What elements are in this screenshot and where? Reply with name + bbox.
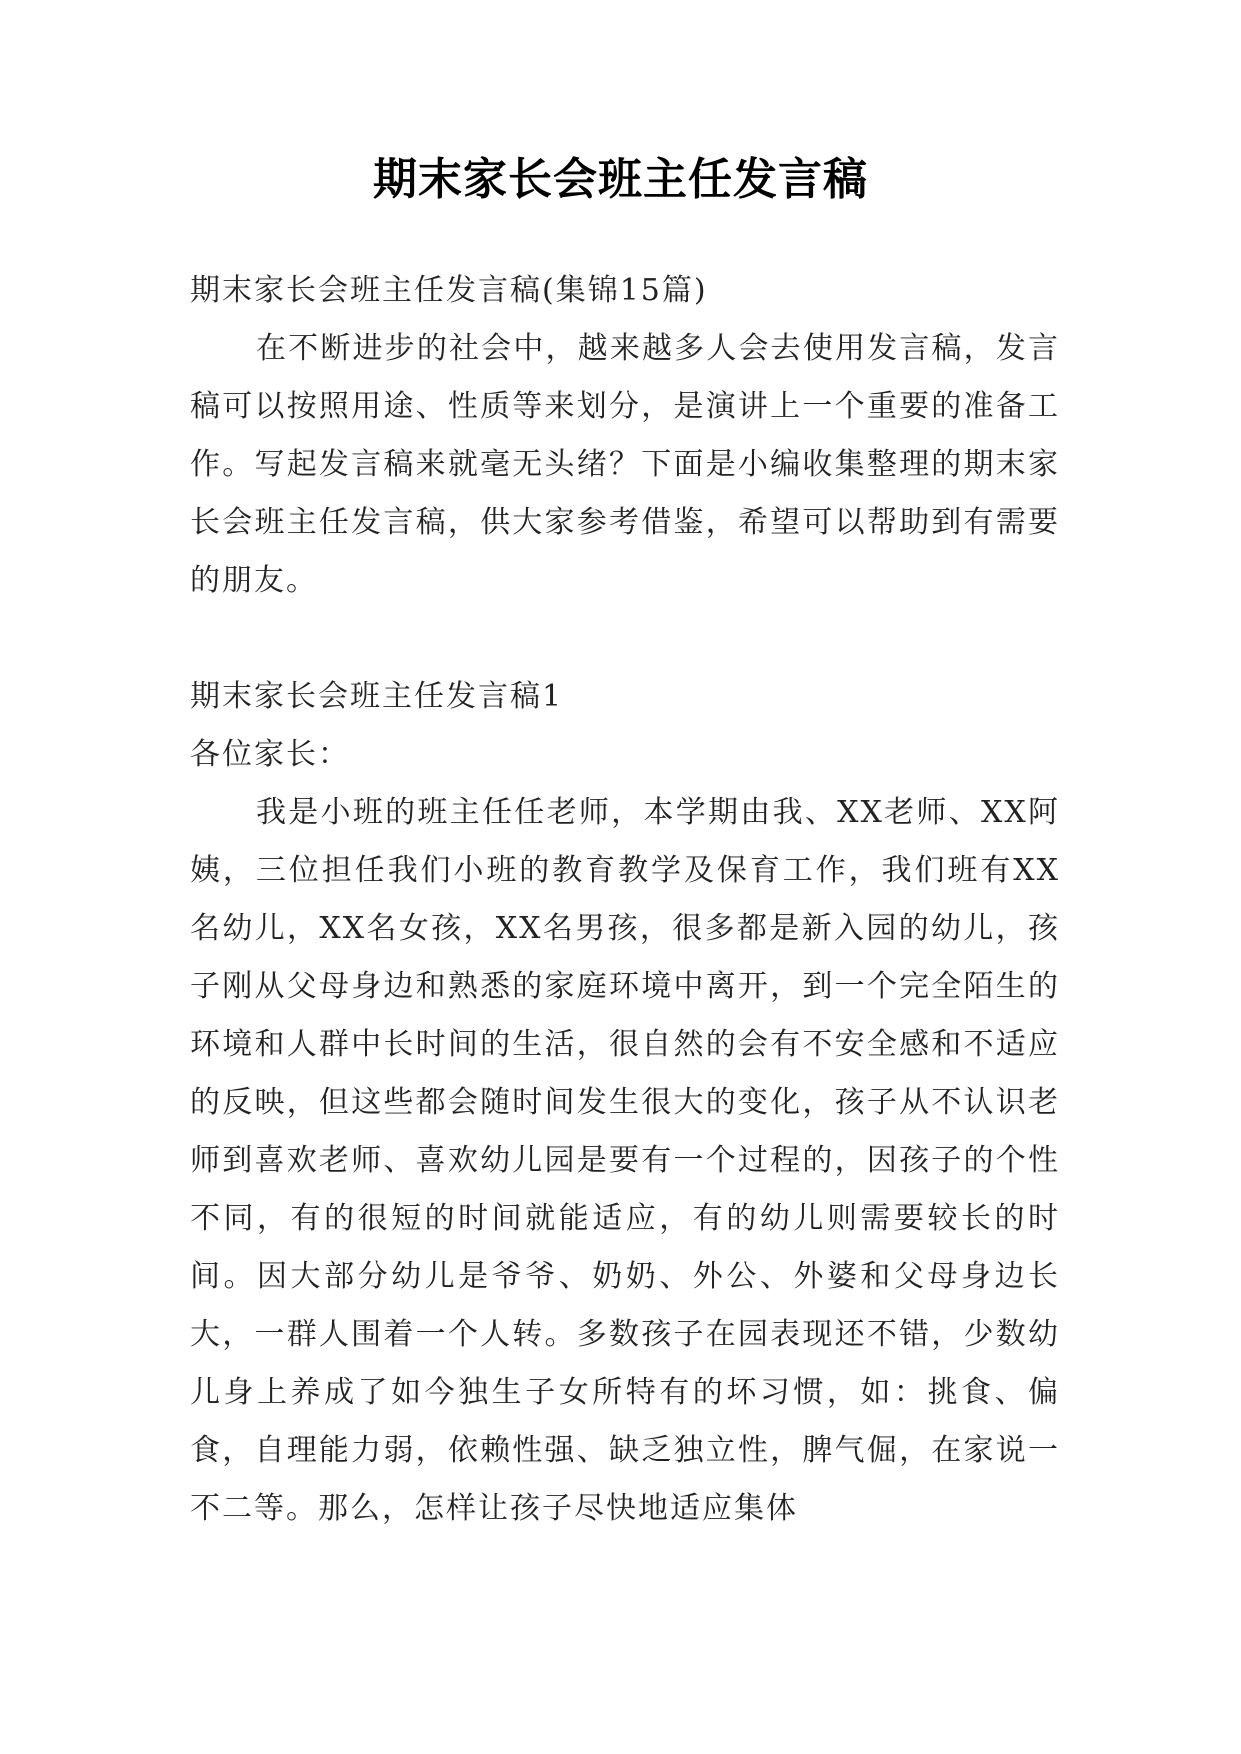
section-heading: 期末家长会班主任发言稿1 — [190, 679, 564, 714]
paragraph-gap — [190, 610, 1060, 668]
salutation: 各位家长： — [190, 737, 350, 772]
document-body — [190, 262, 1060, 1538]
intro-paragraph: 在不断进步的社会中，越来越多人会去使用发言稿，发言稿可以按照用途、性质等来划分，是演讲上一个重要的准备工作。写起发言稿来就毫无头绪？下面是小编收集整理的期末家长会班主任发言稿，供大家参考借鉴，希望可以帮助到有需要的朋友。 — [190, 331, 1060, 598]
document-title: 期末家长会班主任发言稿 — [373, 154, 868, 205]
document-subtitle: 期末家长会班主任发言稿(集锦15篇) — [190, 273, 708, 308]
body-paragraph: 我是小班的班主任任老师，本学期由我、XX老师、XX阿姨，三位担任我们小班的教育教学及保育工作，我们班有XX名幼儿，XX名女孩，XX名男孩，很多都是新入园的幼儿，孩子刚从父母身边和熟悉的家庭环境中离开，到一个完全陌生的环境和人群中长时间的生活，很自然的会有不安全感和不适应的反映，但这些都会随时间发生很大的变化，孩子从不认识老师到喜欢老师、喜欢幼儿园是要有一个过程的，因孩子的个性不同，有的很短的时间就能适应，有的幼儿则需要较长的时间。因大部分幼儿是爷爷、奶奶、外公、外婆和父母身边长大，一群人围着一个人转。多数孩子在园表现还不错，少数幼儿身上养成了如今独生子女所特有的坏习惯，如：挑食、偏食，自理能力弱，依赖性强、缺乏独立性，脾气倔，在家说一不二等。那么，怎样让孩子尽快地适应集体 — [190, 795, 1060, 1526]
